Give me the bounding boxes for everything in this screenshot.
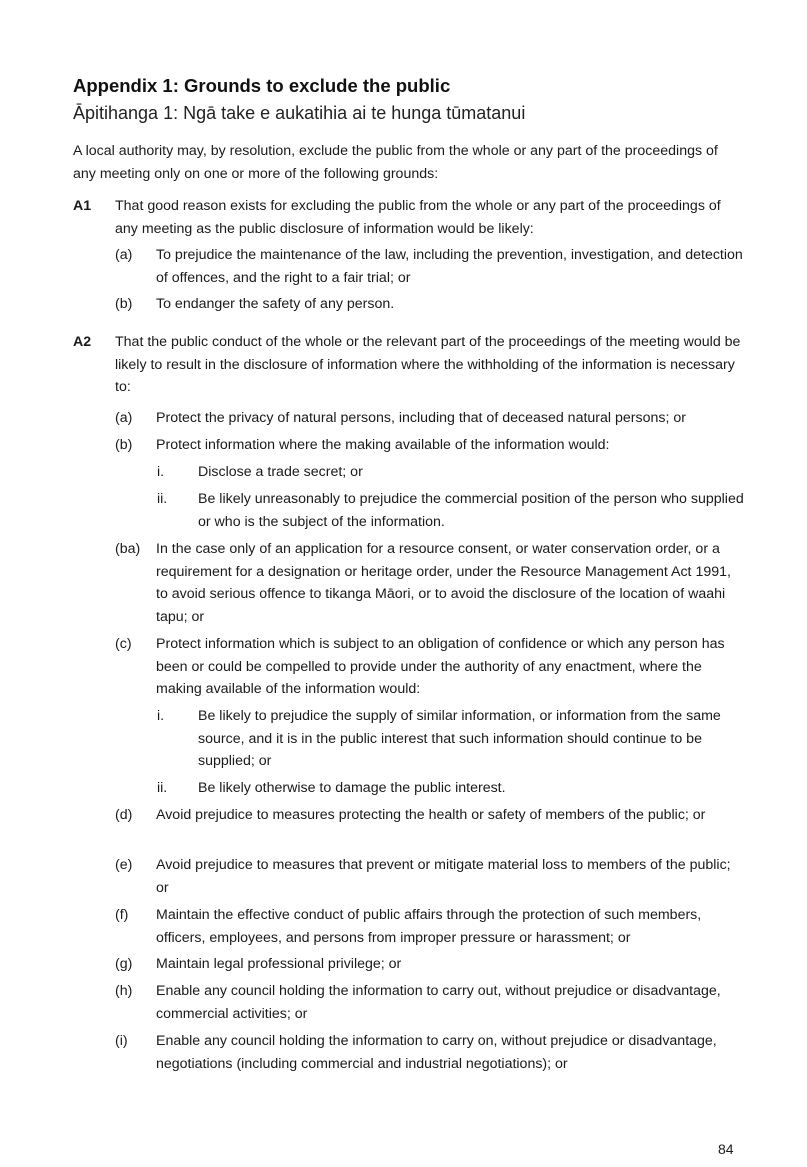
a1-item-label: (b) [115, 296, 133, 312]
a2-item-label: (f) [115, 907, 129, 923]
clause-label-a1: A1 [73, 198, 92, 214]
a2-subitem-label: i. [157, 464, 165, 480]
a2-item-text: Protect information where the making available of the information would: [156, 437, 610, 453]
a2-item-text: Maintain legal professional privilege; or [156, 956, 402, 972]
a2-subitem-text: Disclose a trade secret; or [198, 464, 363, 480]
a2-subitem-label: i. [157, 708, 165, 724]
a2-subitem-label: ii. [157, 491, 168, 507]
a1-item-label: (a) [115, 247, 133, 263]
a2-item-text: Protect the privacy of natural persons, including that of deceased natural persons; or [156, 410, 686, 426]
a2-item-label: (ba) [115, 541, 141, 557]
a2-subitem-label: ii. [157, 780, 168, 796]
a2-item-label: (b) [115, 437, 133, 453]
a2-item-label: (i) [115, 1033, 128, 1049]
a2-item-text: In the case only of an application for a resource consent, or water conservation order, or a requirement for a designation or heritage order, under the Resource Management Act 1991, to avoid serious offence to tikanga Māori, or to avoid the disclosure of the location of waahi tapu; or [156, 541, 731, 625]
a2-item-label: (h) [115, 983, 133, 999]
a2-subitem-text: Be likely unreasonably to prejudice the commercial position of the person who supplied or who is the subject of the information. [198, 491, 744, 530]
a2-item-label: (e) [115, 857, 133, 873]
a2-item-text: Avoid prejudice to measures that prevent or mitigate material loss to members of the public; or [156, 857, 731, 896]
a2-item-label: (a) [115, 410, 133, 426]
appendix-subtitle-maori: Āpitihanga 1: Ngā take e aukatihia ai te hunga tūmatanui [73, 103, 526, 123]
a2-subitem-text: Be likely to prejudice the supply of similar information, or information from the same source, and it is in the public interest that such information should continue to be supplied; or [198, 708, 721, 769]
a2-item-text: Enable any council holding the information to carry out, without prejudice or disadvantage, commercial activities; or [156, 983, 721, 1022]
a2-item-text: Protect information which is subject to an obligation of confidence or which any person has been or could be compelled to provide under the authority of any enactment, where the making available of the information would: [156, 636, 725, 697]
a1-item-text: To endanger the safety of any person. [156, 296, 395, 312]
a2-item-text: Maintain the effective conduct of public affairs through the protection of such members, officers, employees, and persons from improper pressure or harassment; or [156, 907, 702, 946]
a2-item-label: (c) [115, 636, 132, 652]
clause-text-a2: That the public conduct of the whole or the relevant part of the proceedings of the meeting would be likely to result in the disclosure of information where the withholding of the information is necessary to: [115, 334, 741, 395]
a2-item-text: Avoid prejudice to measures protecting the health or safety of members of the public; or [156, 807, 706, 823]
page-number: 84 [718, 1141, 734, 1157]
a1-item-text: To prejudice the maintenance of the law, including the prevention, investigation, and detection of offences, and the right to a fair trial; or [156, 247, 743, 286]
clause-text-a1: That good reason exists for excluding the public from the whole or any part of the proceedings of any meeting as the public disclosure of information would be likely: [115, 198, 721, 237]
appendix-title: Appendix 1: Grounds to exclude the public [73, 75, 451, 96]
a2-item-label: (d) [115, 807, 133, 823]
a2-item-text: Enable any council holding the information to carry on, without prejudice or disadvantage, negotiations (including commercial and industrial negotiations); or [156, 1033, 717, 1072]
a2-subitem-text: Be likely otherwise to damage the public interest. [198, 780, 506, 796]
intro-paragraph: A local authority may, by resolution, exclude the public from the whole or any part of the proceedings of any meeting only on one or more of the following grounds: [73, 143, 718, 182]
clause-label-a2: A2 [73, 334, 92, 350]
a2-item-label: (g) [115, 956, 133, 972]
